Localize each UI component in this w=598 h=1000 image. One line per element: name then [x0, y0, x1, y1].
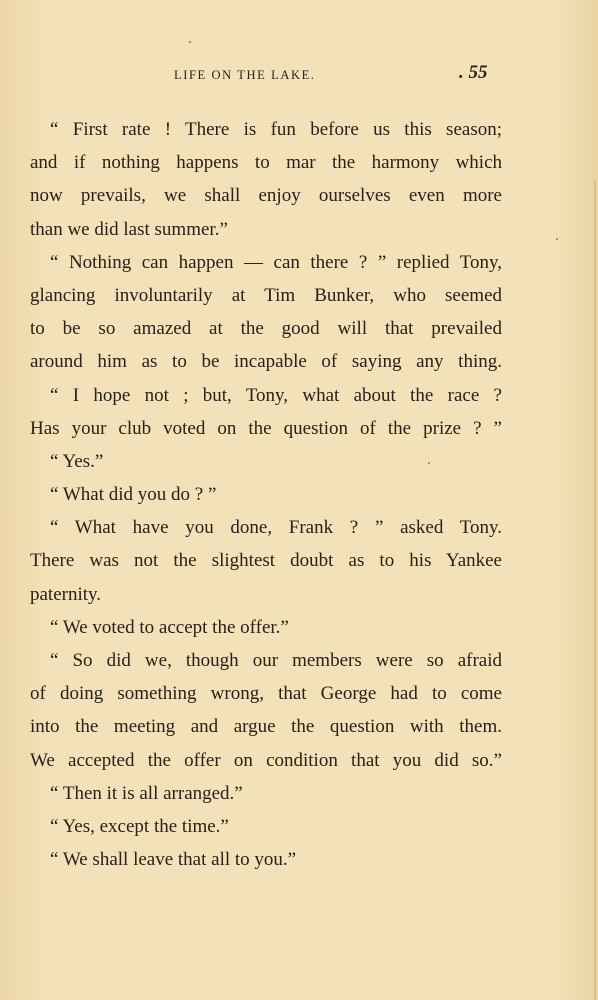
- text-line: of doing something wrong, that George had to come: [30, 683, 502, 705]
- page-edge-shadow: [594, 180, 596, 1000]
- text-line: “ Yes, except the time.”: [50, 815, 229, 837]
- text-line: “ First rate ! There is fun before us this season;: [50, 119, 502, 140]
- body-text: [30, 113, 502, 876]
- text-line: “ Yes.”: [50, 450, 104, 472]
- text-line: “ What have you done, Frank ? ” asked Tony.: [50, 517, 502, 539]
- text-line: now prevails, we shall enjoy ourselves even more: [30, 185, 502, 207]
- text-line: glancing involuntarily at Tim Bunker, who seemed: [30, 284, 502, 306]
- text-line: than we did last summer.”: [30, 218, 228, 240]
- text-line: We accepted the offer on condition that you did so.”: [30, 749, 502, 771]
- paper-speck: [428, 462, 430, 464]
- text-line: Has your club voted on the question of the prize ? ”: [30, 417, 502, 439]
- text-line: “ We voted to accept the offer.”: [50, 616, 289, 638]
- text-line: “ So did we, though our members were so afraid: [50, 650, 502, 671]
- text-line: “ I hope not ; but, Tony, what about the race ?: [50, 384, 502, 406]
- text-line: There was not the slightest doubt as to his Yankee: [30, 550, 502, 572]
- text-line: around him as to be incapable of saying any thing.: [30, 351, 502, 373]
- paper-speck: [556, 238, 558, 240]
- text-line: “ We shall leave that all to you.”: [50, 849, 297, 871]
- text-line: “ Nothing can happen — can there ? ” replied Tony,: [50, 251, 502, 273]
- text-line: “ Then it is all arranged.”: [50, 782, 243, 804]
- paper-speck: [189, 41, 191, 43]
- text-line: and if nothing happens to mar the harmony which: [30, 152, 502, 174]
- page-number: . 55: [459, 62, 488, 83]
- running-head: LIFE ON THE LAKE.: [174, 68, 316, 82]
- text-line: paternity.: [30, 583, 102, 605]
- text-line: “ What did you do ? ”: [50, 484, 217, 506]
- text-line: into the meeting and argue the question with them.: [30, 716, 502, 738]
- text-line: to be so amazed at the good will that prevailed: [30, 318, 502, 340]
- page-header: [0, 62, 598, 92]
